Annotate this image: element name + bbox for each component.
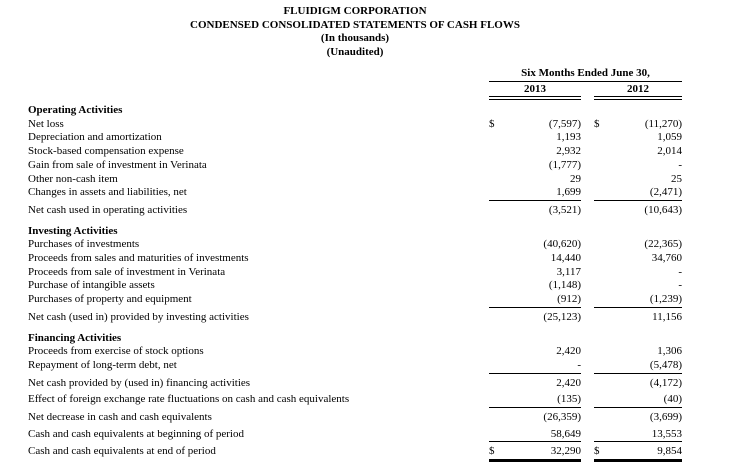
row-label: Net loss	[28, 117, 64, 130]
amount-value: 2,932	[556, 145, 581, 158]
table-row	[28, 293, 682, 308]
table-row	[28, 204, 682, 218]
table-row	[28, 279, 682, 293]
amount-value: (3,699)	[649, 411, 682, 424]
statement-title: CONDENSED CONSOLIDATED STATEMENTS OF CASH FLOWS	[190, 18, 520, 31]
amount-value: (4,172)	[649, 376, 682, 389]
value-cell-2013	[489, 411, 581, 425]
column-gap	[581, 145, 594, 159]
row-label: Net cash provided by (used in) financing activities	[28, 376, 251, 389]
currency-symbol	[489, 293, 503, 307]
value-cell-2012	[594, 266, 682, 280]
amount-value: 9,854	[657, 445, 682, 458]
amount-value: 1,193	[556, 131, 581, 144]
currency-symbol	[594, 428, 608, 442]
value-cell-2012	[594, 345, 682, 359]
value-cell-2012	[594, 238, 682, 252]
currency-symbol	[489, 311, 503, 325]
value-cell-2012	[594, 411, 682, 425]
column-gap	[581, 393, 594, 408]
table-row	[28, 445, 682, 462]
amount-value: (5,478)	[649, 358, 682, 371]
value-cell-2012	[594, 173, 682, 187]
currency-symbol	[594, 359, 608, 373]
currency-symbol	[489, 279, 503, 293]
column-gap	[581, 279, 594, 293]
column-gap	[581, 173, 594, 187]
section-header-row	[28, 332, 682, 346]
row-label: Depreciation and amortization	[28, 131, 162, 144]
currency-symbol	[489, 159, 503, 173]
table-row	[28, 311, 682, 325]
value-cell-2012	[594, 311, 682, 325]
row-label: Proceeds from sale of investment in Verinata	[28, 265, 226, 278]
year-headers	[489, 83, 682, 97]
row-label: Purchases of investments	[28, 238, 140, 251]
value-cell-2013	[489, 345, 581, 359]
row-label: Financing Activities	[28, 331, 122, 344]
table-row	[28, 173, 682, 187]
currency-symbol	[489, 252, 503, 266]
table-row	[28, 145, 682, 159]
column-gap	[581, 411, 594, 425]
value-cell-2013	[489, 173, 581, 187]
column-gap	[581, 252, 594, 266]
row-label: Net cash used in operating activities	[28, 203, 188, 216]
amount-value: -	[678, 279, 682, 292]
table-row	[28, 377, 682, 391]
column-gap	[581, 83, 594, 97]
currency-symbol	[594, 238, 608, 252]
table-row	[28, 252, 682, 266]
column-gap	[581, 204, 594, 218]
currency-symbol	[594, 266, 608, 280]
value-cell-2012	[594, 445, 682, 462]
amount-value: (135)	[557, 393, 581, 406]
value-cell-2012	[594, 279, 682, 293]
amount-value: -	[678, 158, 682, 171]
period-header-group	[489, 67, 682, 97]
amount-value: 11,156	[652, 310, 682, 323]
amount-value: (11,270)	[644, 117, 682, 130]
value-cell-2012	[594, 186, 682, 201]
currency-symbol	[594, 173, 608, 187]
column-gap	[581, 186, 594, 201]
value-cell-2012	[594, 252, 682, 266]
table-row	[28, 393, 682, 408]
amount-value: (10,643)	[644, 203, 682, 216]
section-header-row	[28, 225, 682, 239]
currency-symbol	[594, 377, 608, 391]
amount-value: 1,059	[657, 131, 682, 144]
amount-value: -	[678, 265, 682, 278]
value-cell-2013	[489, 293, 581, 308]
currency-symbol	[489, 411, 503, 425]
currency-symbol	[594, 345, 608, 359]
row-label: Gain from sale of investment in Verinata	[28, 158, 207, 171]
table-column-headers	[28, 67, 682, 97]
value-cell-2013	[489, 311, 581, 325]
currency-symbol	[594, 311, 608, 325]
amount-value: (3,521)	[548, 203, 581, 216]
table-row	[28, 266, 682, 280]
row-label: Other non-cash item	[28, 172, 118, 185]
currency-symbol	[594, 204, 608, 218]
column-header-2013: 2013	[489, 83, 581, 97]
column-gap	[581, 345, 594, 359]
value-cell-2013	[489, 186, 581, 201]
currency-symbol	[489, 393, 503, 407]
row-label: Investing Activities	[28, 224, 118, 237]
period-header: Six Months Ended June 30,	[489, 67, 682, 82]
amount-value: (25,123)	[543, 310, 581, 323]
amount-value: (40,620)	[543, 238, 581, 251]
amount-value: 2,420	[556, 345, 581, 358]
currency-symbol: $	[489, 445, 495, 458]
currency-symbol	[594, 186, 608, 200]
row-label: Proceeds from sales and maturities of investments	[28, 252, 249, 265]
value-cell-2012	[594, 159, 682, 173]
value-cell-2012	[594, 145, 682, 159]
value-cell-2012	[594, 293, 682, 308]
column-gap	[581, 311, 594, 325]
currency-symbol: $	[489, 117, 495, 130]
value-cell-2012	[594, 428, 682, 443]
row-label: Operating Activities	[28, 104, 123, 116]
amount-value: (912)	[557, 293, 581, 306]
table-row	[28, 345, 682, 359]
amount-value: 1,306	[657, 345, 682, 358]
unaudited-note: (Unaudited)	[326, 45, 384, 58]
value-cell-2013	[489, 445, 581, 462]
amount-value: (7,597)	[548, 117, 581, 130]
amount-value: 14,440	[550, 252, 581, 265]
amount-value: 3,117	[556, 265, 581, 278]
currency-symbol	[489, 238, 503, 252]
section-header-row	[28, 104, 682, 118]
currency-symbol	[594, 131, 608, 145]
value-cell-2013	[489, 279, 581, 293]
row-label: Cash and cash equivalents at beginning of period	[28, 427, 244, 440]
column-header-2012: 2012	[594, 83, 682, 97]
amount-value: (40)	[663, 393, 682, 406]
currency-symbol	[489, 345, 503, 359]
value-cell-2013	[489, 377, 581, 391]
row-label: Changes in assets and liabilities, net	[28, 186, 187, 199]
currency-symbol	[489, 266, 503, 280]
column-gap	[581, 266, 594, 280]
currency-symbol	[489, 359, 503, 373]
amount-value: 25	[671, 172, 682, 185]
table-row	[28, 359, 682, 374]
amount-value: (22,365)	[644, 238, 682, 251]
amount-value: 58,649	[550, 427, 581, 440]
label-column-spacer	[28, 67, 489, 97]
amount-value: 29	[570, 172, 581, 185]
row-label: Repayment of long-term debt, net	[28, 358, 177, 371]
company-name: FLUIDIGM CORPORATION	[283, 5, 427, 17]
value-cell-2013	[489, 131, 581, 145]
currency-symbol	[489, 145, 503, 159]
currency-symbol	[489, 204, 503, 218]
value-cell-2012	[594, 131, 682, 145]
row-label: Cash and cash equivalents at end of period	[28, 445, 216, 458]
value-cell-2013	[489, 266, 581, 280]
value-cell-2013	[489, 252, 581, 266]
amount-value: (1,777)	[548, 158, 581, 171]
amount-value: 32,290	[550, 445, 581, 458]
column-gap	[581, 359, 594, 374]
currency-symbol	[489, 186, 503, 200]
row-label: Stock-based compensation expense	[28, 145, 184, 158]
row-label: Proceeds from exercise of stock options	[28, 345, 204, 358]
table-rows	[28, 104, 682, 462]
table-row	[28, 131, 682, 145]
currency-symbol	[594, 293, 608, 307]
amount-value: 1,699	[556, 186, 581, 199]
column-gap	[581, 131, 594, 145]
amount-value: (1,239)	[649, 293, 682, 306]
row-label: Net decrease in cash and cash equivalents	[28, 411, 212, 424]
units-note: (In thousands)	[320, 32, 390, 44]
value-cell-2013	[489, 118, 581, 132]
value-cell-2013	[489, 238, 581, 252]
table-row	[28, 118, 682, 132]
value-cell-2012	[594, 393, 682, 408]
currency-symbol	[489, 377, 503, 391]
currency-symbol	[594, 411, 608, 425]
amount-value: 13,553	[651, 427, 682, 440]
currency-symbol: $	[594, 117, 600, 130]
value-cell-2013	[489, 204, 581, 218]
column-gap	[581, 445, 594, 462]
value-cell-2013	[489, 159, 581, 173]
table-row	[28, 159, 682, 173]
column-gap	[581, 428, 594, 443]
currency-symbol	[594, 145, 608, 159]
currency-symbol	[489, 173, 503, 187]
column-gap	[581, 238, 594, 252]
value-cell-2012	[594, 359, 682, 374]
table-row	[28, 186, 682, 201]
column-gap	[581, 293, 594, 308]
value-cell-2012	[594, 377, 682, 391]
row-label: Purchase of intangible assets	[28, 279, 155, 292]
table-row	[28, 238, 682, 252]
amount-value: (1,148)	[548, 279, 581, 292]
value-cell-2012	[594, 118, 682, 132]
currency-symbol	[594, 279, 608, 293]
currency-symbol	[594, 252, 608, 266]
amount-value: 2,014	[657, 145, 682, 158]
table-row	[28, 428, 682, 443]
value-cell-2013	[489, 393, 581, 408]
amount-value: (26,359)	[543, 411, 581, 424]
document-header	[28, 5, 682, 59]
table-row	[28, 411, 682, 425]
amount-value: 34,760	[651, 252, 682, 265]
currency-symbol	[489, 428, 503, 442]
amount-value: (2,471)	[649, 186, 682, 199]
column-gap	[581, 377, 594, 391]
row-label: Net cash (used in) provided by investing activities	[28, 310, 249, 323]
currency-symbol	[489, 131, 503, 145]
value-cell-2013	[489, 145, 581, 159]
column-gap	[581, 159, 594, 173]
value-cell-2013	[489, 428, 581, 443]
value-cell-2013	[489, 359, 581, 374]
row-label: Effect of foreign exchange rate fluctuations on cash and cash equivalents	[28, 393, 350, 406]
value-cell-2012	[594, 204, 682, 218]
row-label: Purchases of property and equipment	[28, 293, 192, 306]
currency-symbol	[594, 159, 608, 173]
amount-value: -	[577, 358, 581, 371]
column-gap	[581, 118, 594, 132]
currency-symbol	[594, 393, 608, 407]
amount-value: 2,420	[556, 376, 581, 389]
currency-symbol: $	[594, 445, 600, 458]
